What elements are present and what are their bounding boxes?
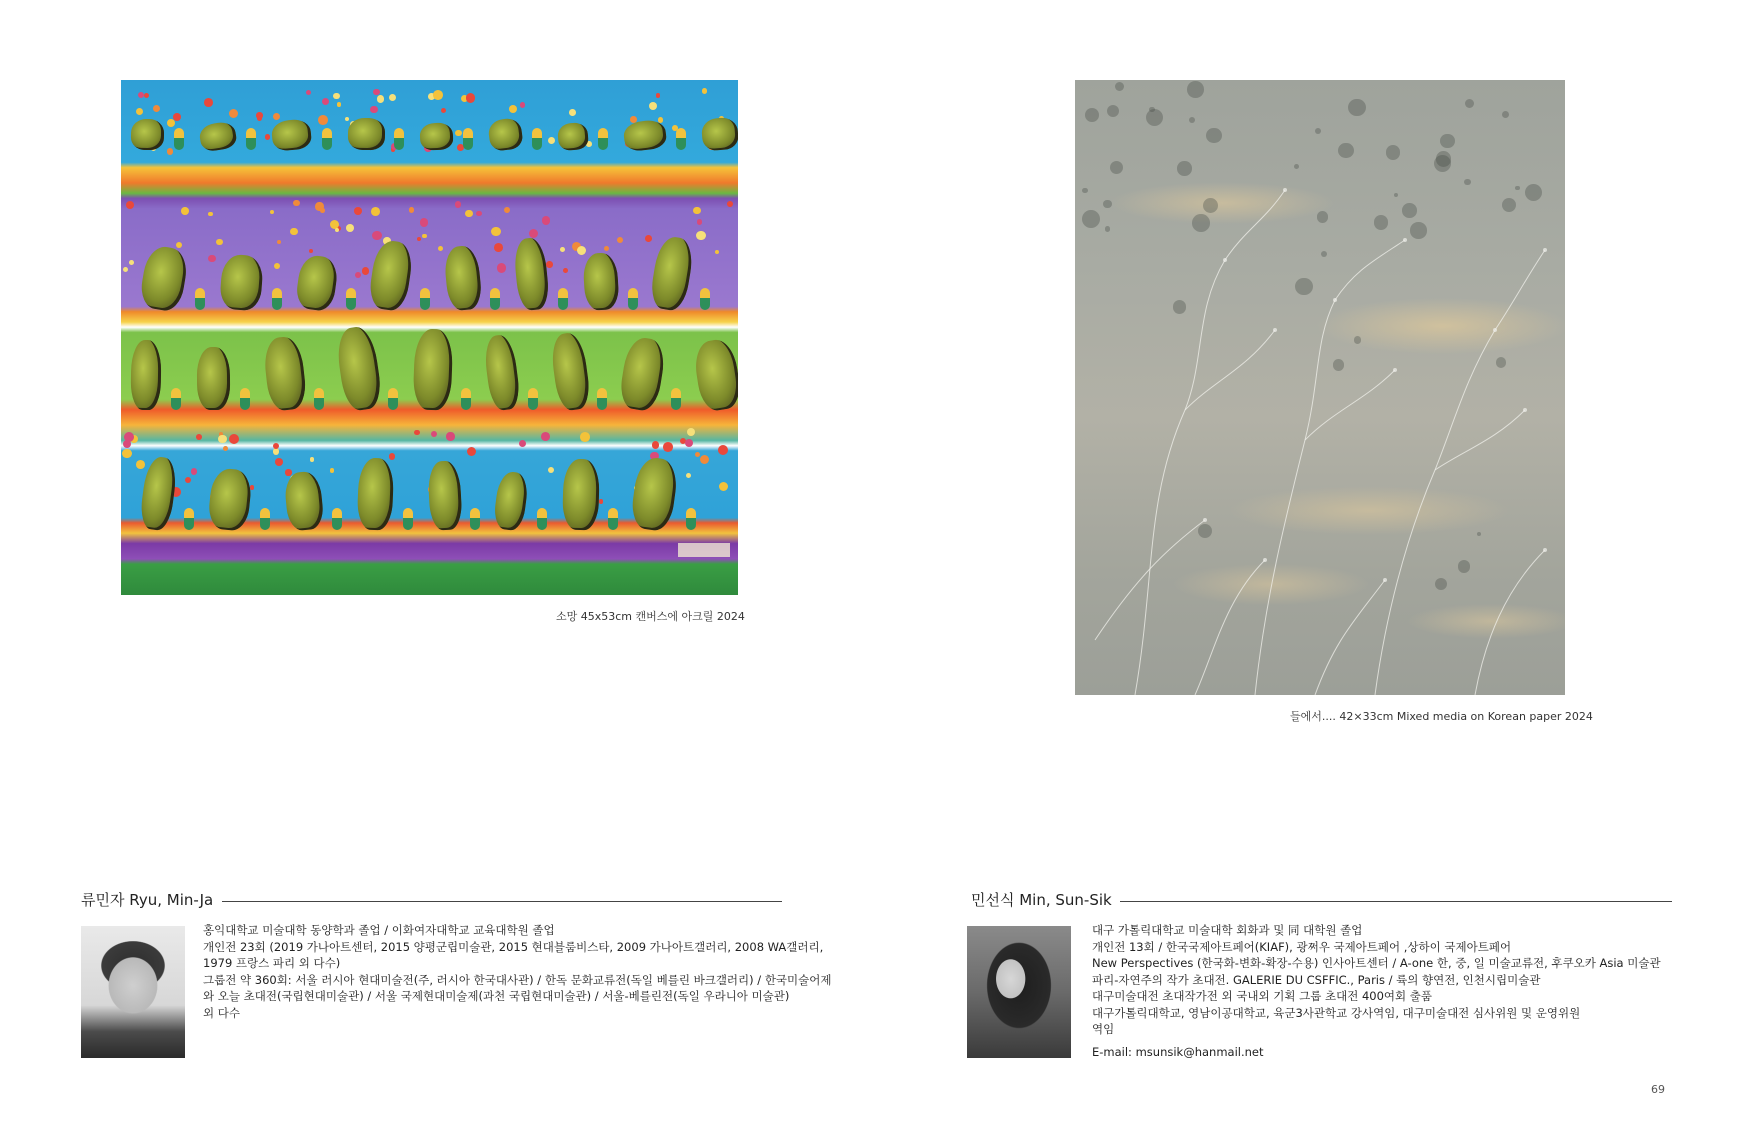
paint-pod [701, 117, 738, 152]
paint-dot [309, 249, 313, 253]
artist-left-portrait [81, 926, 185, 1058]
paint-dot [208, 212, 212, 216]
bio-line: 역임 [1092, 1022, 1115, 1036]
paint-dot [176, 242, 182, 248]
paint-dot [185, 477, 191, 483]
artist-left-name: 류민자 Ryu, Min-Ja [81, 891, 214, 909]
bio-line: 와 오늘 초대전(국립현대미술관) / 서울 국제현대미술제(과천 국립현대미술관) / 서울-베를린전(독일 우라니아 미술관) [203, 989, 790, 1003]
paint-bud [686, 508, 696, 530]
artist-signature-stamp [678, 543, 730, 557]
paint-dot [563, 268, 568, 273]
paint-stain [1317, 211, 1328, 222]
paint-bud [332, 508, 342, 530]
paint-dot [191, 468, 198, 475]
paint-bud [537, 508, 547, 530]
paint-dot [354, 207, 362, 215]
paint-dot [727, 201, 733, 207]
paint-stain [1333, 359, 1345, 371]
paint-pod [513, 236, 551, 311]
paint-dot [649, 102, 657, 110]
paint-dot [542, 216, 551, 225]
paint-dot [520, 102, 525, 107]
paint-pod [443, 244, 483, 311]
paint-dot [700, 455, 709, 464]
paint-stain [1338, 143, 1353, 158]
paint-dot [696, 231, 705, 240]
paint-pod [294, 254, 339, 312]
paint-pod [219, 253, 264, 311]
paint-dot [265, 134, 271, 140]
paint-dot [370, 106, 378, 114]
paint-bud [420, 288, 430, 310]
paint-dot [509, 105, 517, 113]
paint-bud [628, 288, 638, 310]
paint-dot [250, 485, 255, 490]
paint-bud [394, 128, 404, 150]
paint-dot [256, 112, 262, 118]
paint-bud [463, 128, 473, 150]
paint-bud [184, 508, 194, 530]
paint-bud [700, 288, 710, 310]
artist-right-name: 민선식 Min, Sun-Sik [971, 891, 1112, 909]
paint-dot [718, 445, 728, 455]
paint-pod [283, 471, 324, 532]
paint-dot [270, 210, 274, 214]
paint-dot [371, 207, 380, 216]
bio-line: New Perspectives (한국화-변화-확장-수용) 인사아트센터 / A-one 한, 중, 일 미술교류전, 후쿠오카 Asia 미술관 [1092, 956, 1661, 970]
paint-stain [1294, 164, 1299, 169]
paint-dot [318, 115, 328, 125]
paint-dot [315, 202, 323, 210]
paint-pod [271, 119, 313, 152]
paint-bud [528, 388, 538, 410]
paint-dot [345, 117, 349, 121]
paint-stain [1394, 193, 1398, 197]
paint-dot [153, 105, 160, 112]
paint-dot [476, 211, 482, 217]
paint-stain [1348, 99, 1365, 116]
paint-pod [648, 235, 695, 313]
paint-dot [409, 207, 415, 213]
paint-dot [337, 102, 341, 106]
paint-bud [403, 508, 413, 530]
bio-line: 개인전 23회 (2019 가나아트센터, 2015 양평군립미술관, 2015 현대블룸비스타, 2009 가나아트갤러리, 2008 WA갤러리, 1979 프랑스 파리 외 다수) [203, 939, 824, 970]
paint-dot [389, 453, 396, 460]
artist-right-email[interactable]: E-mail: msunsik@hanmail.net [1092, 1044, 1264, 1059]
paint-stain [1402, 203, 1417, 218]
page-number: 69 [1651, 1083, 1665, 1096]
paint-bud [532, 128, 542, 150]
paint-pod [549, 331, 592, 412]
paint-stain [1149, 107, 1155, 113]
paint-dot [686, 473, 692, 479]
paint-stain [1315, 128, 1321, 134]
paint-pod [493, 470, 530, 532]
paint-dot [645, 235, 652, 242]
paint-dot [494, 243, 503, 252]
paint-pod [367, 239, 415, 313]
paint-pod [412, 329, 452, 411]
paint-dot [310, 457, 315, 462]
bio-line: 대구 가톨릭대학교 미술대학 회화과 및 同 대학원 졸업 [1092, 923, 1363, 937]
paint-dot [617, 237, 623, 243]
paint-dot [216, 239, 223, 246]
paint-dot [167, 148, 174, 155]
bio-line: 외 다수 [203, 1005, 240, 1020]
bio-line: 파리-자연주의 작가 초대전. GALERIE DU CSFFIC., Paris / 륙의 향연전, 인천시립미술관 [1092, 972, 1541, 987]
paint-pod [199, 120, 239, 153]
paint-dot [541, 432, 550, 441]
paint-pod [557, 122, 589, 151]
paint-dot [129, 260, 134, 265]
artwork-left-painting [121, 80, 738, 595]
paint-bud [676, 128, 686, 150]
paint-pod [334, 324, 383, 412]
paint-dot [548, 467, 554, 473]
paint-dot [346, 224, 354, 232]
paint-stain [1434, 155, 1451, 172]
paint-pod [419, 122, 453, 151]
paint-pod [427, 460, 462, 531]
paint-dot [580, 432, 590, 442]
paint-dot [372, 231, 381, 240]
paint-bud [272, 288, 282, 310]
paint-dot [126, 201, 134, 209]
paint-stain [1173, 300, 1186, 313]
paint-dot [438, 246, 443, 251]
paint-dot [697, 219, 702, 224]
paint-dot [306, 90, 311, 95]
paint-dot [702, 88, 708, 94]
artist-left-divider [222, 901, 782, 902]
paint-pod [562, 459, 599, 531]
paint-dot [441, 108, 446, 113]
paint-bud [558, 288, 568, 310]
paint-bud [314, 388, 324, 410]
paint-stain [1525, 184, 1542, 201]
artist-right-bio [1092, 922, 1692, 1060]
paint-dot [504, 207, 510, 213]
artwork-right-plant-lines [1075, 80, 1565, 695]
paint-dot [417, 237, 421, 241]
paint-dot [362, 267, 370, 275]
artist-right-portrait [967, 926, 1071, 1058]
artwork-left-caption: 소망 45x53cm 캔버스에 아크릴 2024 [556, 610, 745, 623]
paint-dot [208, 255, 216, 263]
paint-dot [685, 439, 693, 447]
bio-line: 대구가톨릭대학교, 영남이공대학교, 육군3사관학교 강사역임, 대구미술대전 심사위원 및 운영위원 [1092, 1005, 1581, 1020]
paint-stain [1515, 186, 1519, 190]
paint-pod [692, 337, 738, 413]
paint-dot [389, 94, 397, 102]
paint-dot [229, 434, 239, 444]
artist-left-bio [203, 922, 843, 1021]
paint-dot [652, 441, 660, 449]
paint-bud [388, 388, 398, 410]
paint-bud [608, 508, 618, 530]
paint-bud [246, 128, 256, 150]
paint-stain [1082, 188, 1087, 193]
paint-stain [1189, 117, 1195, 123]
paint-dot [656, 93, 660, 97]
paint-dot [529, 229, 538, 238]
paint-dot [333, 93, 339, 99]
paint-stain [1177, 161, 1191, 175]
paint-stain [1103, 200, 1111, 208]
paint-dot [373, 89, 380, 96]
paint-stain [1115, 82, 1124, 91]
paint-bud [598, 128, 608, 150]
paint-dot [687, 428, 695, 436]
paint-dot [123, 267, 128, 272]
paint-dot [491, 227, 501, 237]
paint-stain [1082, 210, 1100, 228]
paint-dot [196, 434, 202, 440]
paint-dot [229, 109, 238, 118]
bio-line: 개인전 13회 / 한국국제아트페어(KIAF), 광쩌우 국제아트페어 ,상하이 국제아트페어 [1092, 939, 1512, 954]
paint-dot [465, 210, 472, 217]
paint-stain [1458, 560, 1470, 572]
paint-dot [663, 442, 673, 452]
paint-bud [195, 288, 205, 310]
paint-dot [433, 90, 443, 100]
paint-dot [604, 246, 609, 251]
paint-stain [1198, 524, 1212, 538]
paint-pod [356, 457, 394, 531]
paint-dot [446, 432, 454, 440]
paint-dot [293, 200, 299, 206]
paint-dot [719, 482, 728, 491]
bio-line: 홍익대학교 미술대학 동양학과 졸업 / 이화여자대학교 교육대학원 졸업 [203, 923, 555, 937]
paint-stain [1192, 214, 1210, 232]
paint-dot [455, 201, 462, 208]
paint-pod [617, 335, 667, 412]
paint-bud [470, 508, 480, 530]
paint-dot [431, 431, 437, 437]
paint-stain [1105, 226, 1110, 231]
paint-pod [483, 333, 523, 411]
paint-dot [181, 207, 189, 215]
paint-dot [138, 92, 144, 98]
paint-pod [130, 340, 161, 411]
paint-dot [218, 435, 226, 443]
bio-line: 대구미술대전 초대작가전 외 국내외 기획 그룹 초대전 400여회 출품 [1092, 989, 1433, 1003]
paint-dot [144, 93, 149, 98]
paint-bud [174, 128, 184, 150]
paint-pod [623, 119, 668, 153]
paint-dot [335, 228, 339, 232]
paint-dot [274, 263, 281, 270]
paint-bud [240, 388, 250, 410]
paint-dot [136, 460, 145, 469]
paint-dot [122, 449, 132, 459]
artwork-right-painting [1075, 80, 1565, 695]
paint-pod [138, 244, 190, 313]
paint-dot [693, 207, 700, 214]
paint-dot [519, 440, 527, 448]
paint-dot [204, 98, 213, 107]
paint-bud [171, 388, 181, 410]
paint-stain [1374, 215, 1389, 230]
paint-dot [497, 263, 507, 273]
paint-bud [461, 388, 471, 410]
paint-bud [346, 288, 356, 310]
paint-pod [131, 119, 165, 151]
paint-dot [715, 250, 719, 254]
paint-dot [466, 93, 475, 102]
paint-dot [290, 228, 297, 235]
artist-right-divider [1120, 901, 1672, 902]
paint-dot [285, 469, 291, 475]
paint-dot [420, 218, 428, 226]
paint-stain [1410, 222, 1426, 238]
paint-dot [560, 247, 565, 252]
paint-dot [136, 108, 143, 115]
paint-dot [355, 272, 361, 278]
paint-pod [347, 118, 384, 150]
paint-dot [599, 499, 603, 503]
paint-dot [223, 446, 228, 451]
paint-dot [695, 452, 700, 457]
paint-pod [582, 252, 619, 311]
paint-bud [671, 388, 681, 410]
paint-dot [422, 234, 427, 239]
bio-line: 그룹전 약 360회: 서울 러시아 현대미술전(주, 러시아 한국대사관) / 한독 문화교류전(독일 베를린 바크갤러리) / 한국미술어제 [203, 972, 832, 987]
paint-dot [330, 468, 334, 472]
paint-dot [123, 440, 131, 448]
paint-stain [1295, 278, 1313, 296]
paint-dot [414, 430, 419, 435]
paint-dot [275, 458, 283, 466]
paint-pod [630, 456, 681, 533]
paint-bud [490, 288, 500, 310]
paint-dot [273, 113, 280, 120]
paint-stain [1085, 108, 1099, 122]
artwork-right-caption: 들에서.... 42×33cm Mixed media on Korean paper 2024 [1290, 710, 1593, 723]
paint-dot [467, 447, 476, 456]
paint-pod [207, 467, 253, 532]
paint-pod [197, 347, 230, 411]
paint-dot [277, 240, 281, 244]
paint-pod [487, 117, 524, 152]
paint-dot [548, 137, 555, 144]
paint-stain [1354, 336, 1362, 344]
paint-dot [577, 246, 586, 255]
paint-dot [455, 130, 462, 137]
paint-stain [1187, 81, 1204, 98]
paint-dot [377, 95, 384, 102]
paint-stain [1146, 109, 1163, 126]
paint-dot [173, 113, 181, 121]
paint-dot [569, 109, 576, 116]
paint-dot [273, 448, 279, 454]
paint-dot [546, 261, 553, 268]
paint-pod [262, 335, 308, 411]
paint-bud [322, 128, 332, 150]
paint-bud [597, 388, 607, 410]
paint-dot [322, 98, 329, 105]
paint-bud [260, 508, 270, 530]
